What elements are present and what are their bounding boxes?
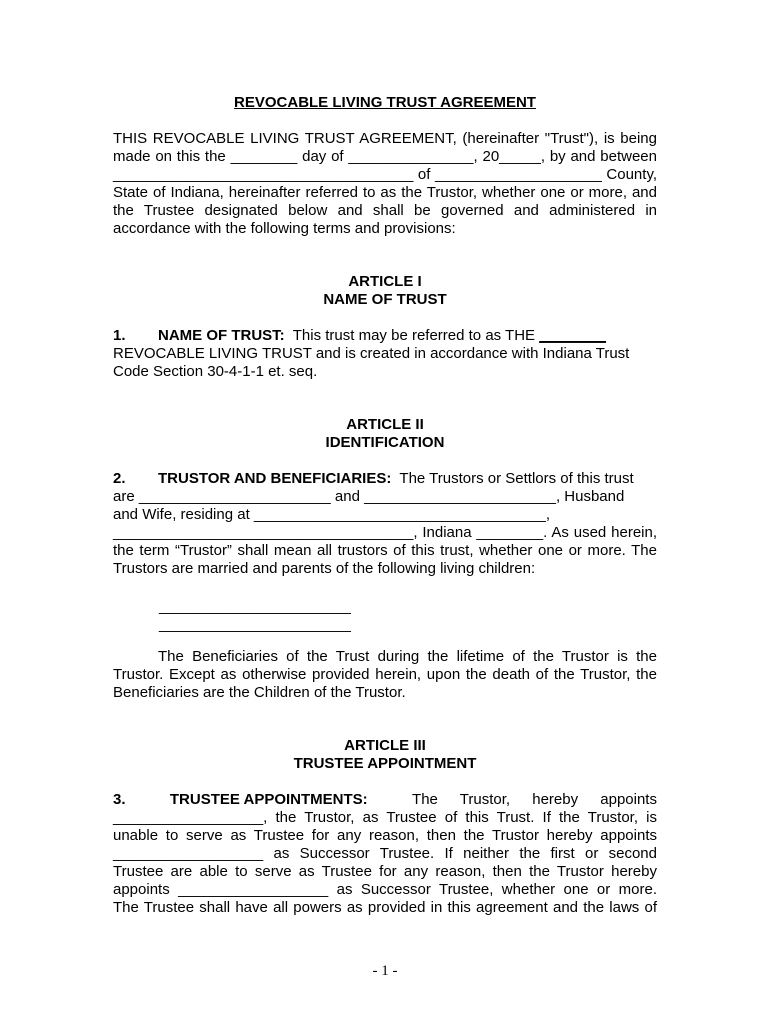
section-label: NAME OF TRUST: [158,327,285,344]
article-1-subheading: NAME OF TRUST [323,291,447,308]
section-text: The Trustor, hereby appoints [412,791,657,808]
article-2-heading: ARTICLE II [346,416,424,433]
section-text: This trust may be referred to as THE [292,327,536,344]
section-2-line: Trustors are married and parents of the following living children: [113,560,536,577]
beneficiaries-line: Trustor. Except as otherwise provided herein, upon the death of the Trustor, the [113,666,657,683]
intro-line: ____________________________________ of ____________________ County, [113,166,657,183]
child-name-blank: _______________________ [159,616,351,633]
section-1-line: Code Section 30-4-1-1 et. seq. [113,363,318,380]
section-3-line: appoints __________________ as Successor Trustee, whether one or more. [113,881,657,898]
section-2-line: are _______________________ and _______________________, Husband [113,488,625,505]
section-label: TRUSTEE APPOINTMENTS: [169,791,368,808]
section-number: 2. [113,470,126,487]
section-2-line [113,470,657,488]
article-2-subheading: IDENTIFICATION [325,434,445,451]
beneficiaries-line: The Beneficiaries of the Trust during the lifetime of the Trustor is the [158,648,657,665]
child-name-blank: _______________________ [159,598,351,615]
section-1-line: REVOCABLE LIVING TRUST and is created in accordance with Indiana Trust [113,345,630,362]
section-text: The Trustors or Settlors of this trust [399,470,634,487]
intro-line: State of Indiana, hereinafter referred to as the Trustor, whether one or more, and [113,184,657,201]
page-number: - 1 - [372,963,398,979]
intro-line: the Trustee designated below and shall be governed and administered in [113,202,657,219]
section-3-line [113,791,657,809]
beneficiaries-line: Beneficiaries are the Children of the Trustor. [113,684,406,701]
intro-line: made on this the ________ day of _______________, 20_____, by and between [113,148,657,165]
section-1-line [113,327,657,345]
article-3-heading: ARTICLE III [344,737,426,754]
section-number: 1. [113,327,126,344]
section-3-line: __________________ as Successor Trustee. If neither the first or second [113,845,657,862]
intro-line: accordance with the following terms and provisions: [113,220,456,237]
section-3-line: Trustee are able to serve as Trustee for any reason, then the Trustor hereby [113,863,657,880]
section-3-line: unable to serve as Trustee for any reason, then the Trustor hereby appoints [113,827,657,844]
section-label: TRUSTOR AND BENEFICIARIES: [158,470,392,487]
article-3-subheading: TRUSTEE APPOINTMENT [293,755,477,772]
section-2-line: and Wife, residing at ___________________________________, [113,506,551,523]
article-1-heading: ARTICLE I [348,273,422,290]
intro-line: THIS REVOCABLE LIVING TRUST AGREEMENT, (hereinafter "Trust"), is being [113,130,657,147]
section-number: 3. [113,791,126,808]
trust-name-blank: ________ [539,327,606,344]
document-title: REVOCABLE LIVING TRUST AGREEMENT [234,94,536,111]
section-3-line: The Trustee shall have all powers as provided in this agreement and the laws of [113,899,657,916]
section-3-line: __________________, the Trustor, as Trustee of this Trust. If the Trustor, is [113,809,657,826]
section-2-line: ____________________________________, Indiana ________. As used herein, [113,524,657,541]
section-2-line: the term “Trustor” shall mean all trustors of this trust, whether one or more. The [113,542,657,559]
